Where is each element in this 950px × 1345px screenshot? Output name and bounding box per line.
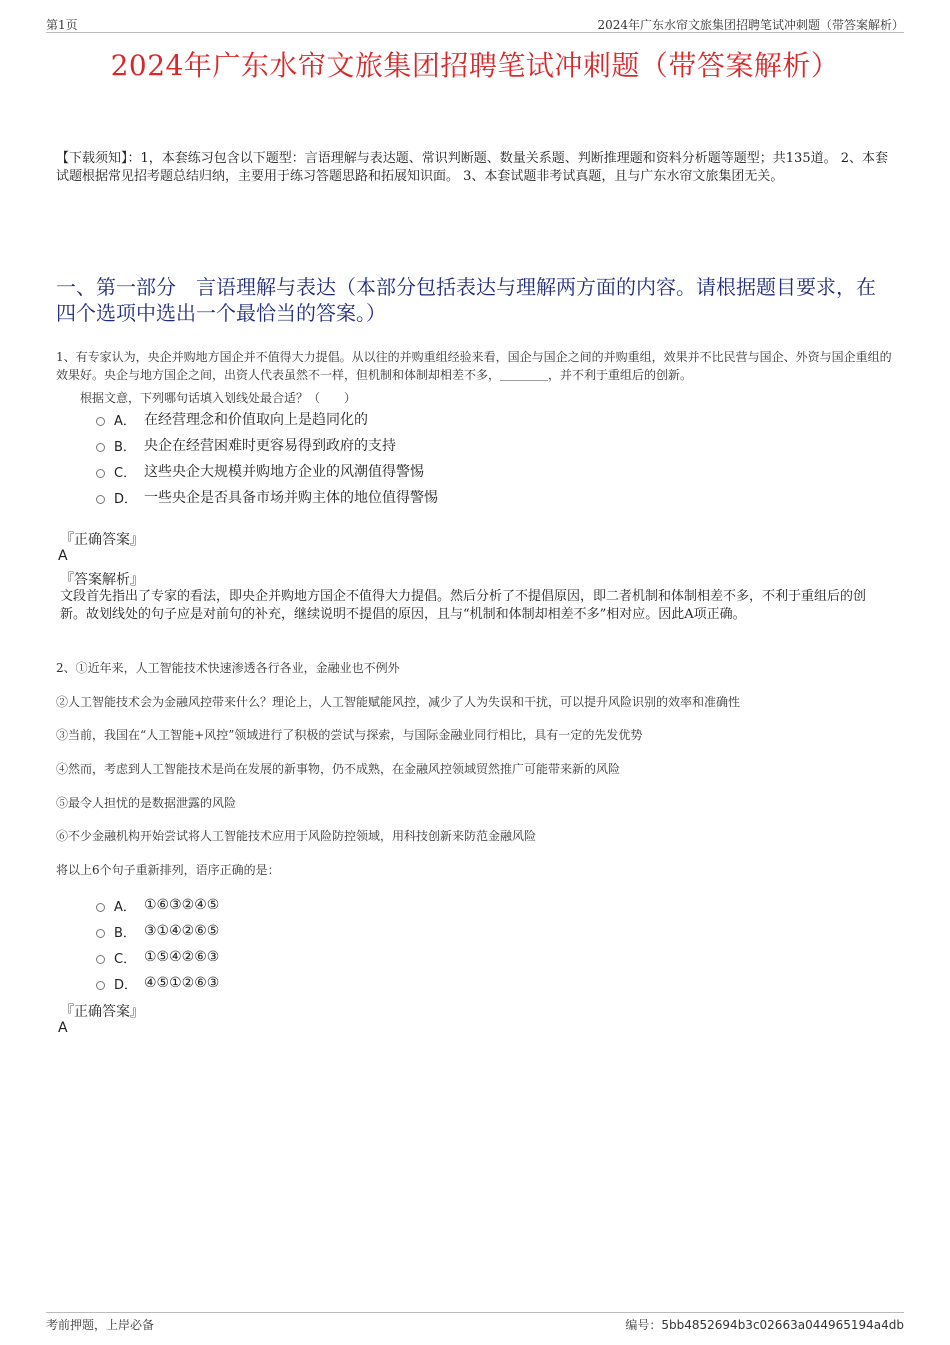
option-letter: C．	[114, 465, 137, 481]
section-title: 一、第一部分 言语理解与表达（本部分包括表达与理解两方面的内容。请根据题目要求，在四个选项中选出一个最恰当的答案。）	[56, 275, 876, 325]
radio-icon[interactable]	[96, 955, 105, 964]
radio-icon[interactable]	[96, 417, 105, 426]
option-letter: A．	[114, 899, 136, 915]
radio-icon[interactable]	[96, 469, 105, 478]
footer-code-label: 编号：	[625, 1318, 662, 1332]
option-letter: D．	[114, 491, 138, 507]
q1-answer-label: 『正确答案』	[60, 532, 144, 548]
footer-slogan: 考前押题，上岸必备	[46, 1318, 155, 1332]
option-text: ①⑥③②④⑤	[144, 897, 220, 913]
option-text: 一些央企是否具备市场并购主体的地位值得警惕	[144, 490, 438, 506]
document-title: 2024年广东水帘文旅集团招聘笔试冲刺题（带答案解析）	[110, 49, 840, 82]
q1-answer: A	[58, 548, 68, 564]
q1-option-c[interactable]	[96, 461, 424, 481]
option-letter: C．	[114, 951, 137, 967]
option-text: ③①④②⑥⑤	[144, 923, 220, 939]
header-doc-title: 2024年广东水帘文旅集团招聘笔试冲刺题（带答案解析）	[597, 18, 904, 32]
option-letter: A．	[114, 413, 136, 429]
question-1-text: 1、有专家认为，央企并购地方国企并不值得大力提倡。从以往的并购重组经验来看，国企与国企之间的并购重组，效果并不比民营与国企、外资与国企重组的效果好。央企与地方国企之间，出资人代表虽然不一样，但机制和体制却相差不多，＿＿＿＿，并不利于重组后的创新。	[56, 350, 892, 382]
radio-icon[interactable]	[96, 981, 105, 990]
q2-option-a[interactable]	[96, 895, 219, 915]
option-letter: D．	[114, 977, 138, 993]
radio-icon[interactable]	[96, 495, 105, 504]
option-text: 在经营理念和价值取向上是趋同化的	[144, 412, 368, 428]
q2-sentence-6: ⑥不少金融机构开始尝试将人工智能技术应用于风险防控领域，用科技创新来防范金融风险	[56, 829, 537, 843]
option-letter: B．	[114, 439, 136, 455]
q2-answer: A	[58, 1020, 68, 1036]
q2-sentence-4: ④然而，考虑到人工智能技术是尚在发展的新事物，仍不成熟，在金融风控领域贸然推广可能带来新的风险	[56, 762, 621, 776]
q1-analysis-label: 『答案解析』	[60, 572, 144, 588]
q2-sentence-1: 2、①近年来，人工智能技术快速渗透各行各业，金融业也不例外	[56, 661, 400, 675]
q2-answer-label: 『正确答案』	[60, 1004, 144, 1020]
q2-option-d[interactable]	[96, 973, 219, 993]
page-header	[46, 14, 904, 33]
option-text: 央企在经营困难时更容易得到政府的支持	[144, 438, 396, 454]
q2-sentence-3: ③当前，我国在“人工智能+风控”领域进行了积极的尝试与探索，与国际金融业同行相比，具有一定的先发优势	[56, 728, 643, 742]
q2-option-b[interactable]	[96, 921, 219, 941]
option-letter: B．	[114, 925, 136, 941]
option-text: ①⑤④②⑥③	[144, 949, 220, 965]
footer-code	[625, 1316, 904, 1333]
q1-option-b[interactable]	[96, 435, 396, 455]
q1-option-a[interactable]	[96, 409, 368, 429]
page-footer	[46, 1312, 904, 1333]
page-number: 第1页	[46, 18, 78, 32]
q2-sentence-2: ②人工智能技术会为金融风控带来什么？理论上，人工智能赋能风控，减少了人为失误和干扰，可以提升风险识别的效率和准确性	[56, 695, 741, 709]
q1-option-d[interactable]	[96, 487, 438, 507]
radio-icon[interactable]	[96, 443, 105, 452]
footer-code-value: 5bb4852694b3c02663a044965194a4db	[661, 1318, 904, 1332]
radio-icon[interactable]	[96, 929, 105, 938]
q1-analysis: 文段首先指出了专家的看法，即央企并购地方国企不值得大力提倡。然后分析了不提倡原因，即二者机制和体制相差不多，不利于重组后的创新。故划线处的句子应是对前句的补充，继续说明不提倡的原因，且与“机制和体制却相差不多”相对应。因此A项正确。	[60, 589, 867, 622]
download-notice: 【下载须知】：1，本套练习包含以下题型：言语理解与表达题、常识判断题、数量关系题、判断推理题和资料分析题等题型；共135道。 2、本套试题根据常见招考题总结归纳，主要用于练习答题思路和拓展知识面。 3、本套试题非考试真题，且与广东水帘文旅集团无关。	[56, 151, 888, 184]
q2-prompt: 将以上6个句子重新排列，语序正确的是：	[56, 863, 280, 877]
radio-icon[interactable]	[96, 903, 105, 912]
q2-option-c[interactable]	[96, 947, 219, 967]
option-text: 这些央企大规模并购地方企业的风潮值得警惕	[144, 464, 424, 480]
q2-sentence-5: ⑤最令人担忧的是数据泄露的风险	[56, 796, 237, 810]
option-text: ④⑤①②⑥③	[144, 975, 220, 991]
question-1-prompt: 根据文意，下列哪句话填入划线处最合适？（ ）	[80, 391, 357, 405]
